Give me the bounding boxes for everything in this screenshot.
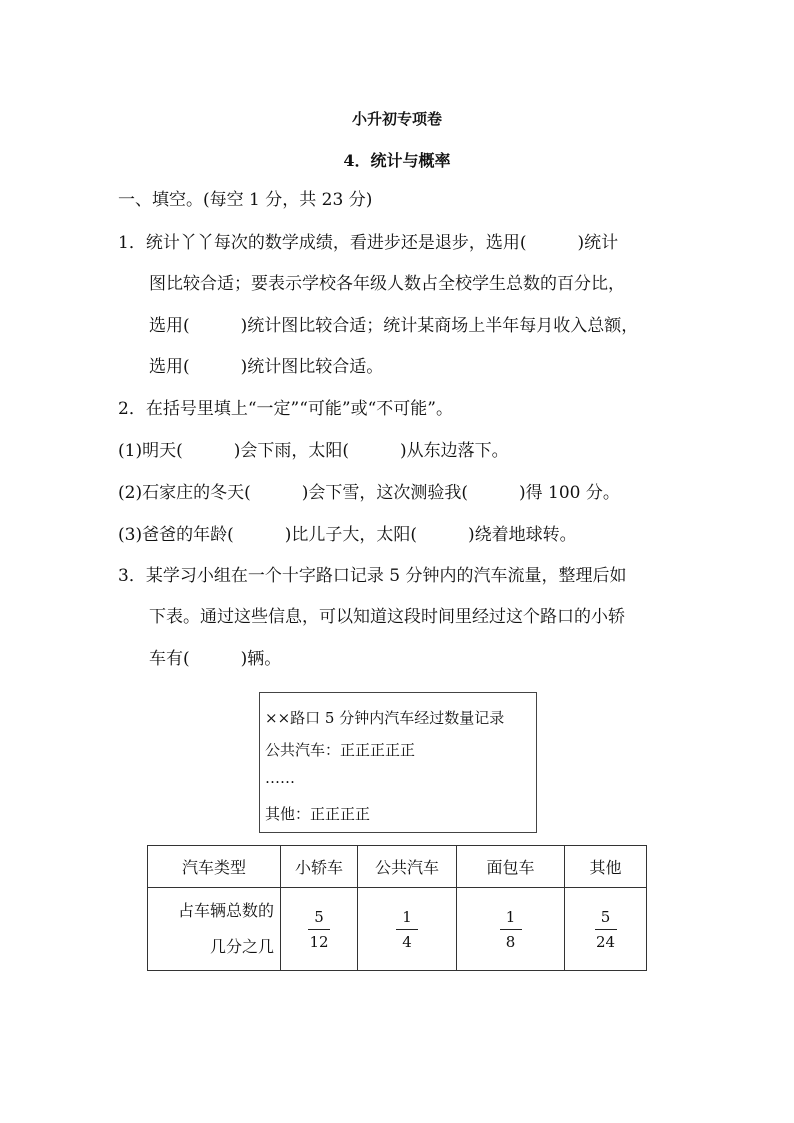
section-heading: 一、填空。(每空 1 分，共 23 分): [118, 190, 373, 210]
tally-ellipsis: ……: [265, 769, 295, 787]
fraction-bar: [396, 929, 418, 930]
tally-bus-line: 公共汽车：正正正正正: [265, 741, 416, 759]
q1-line-1: 1．统计丫丫每次的数学成绩，看进步还是退步，选用( )统计: [118, 233, 619, 253]
numerator: 1: [402, 907, 412, 926]
q3-line-3: 车有( )辆。: [149, 649, 282, 669]
q1-line-2: 图比较合适；要表示学校各年级人数占全校学生总数的百分比，: [149, 274, 625, 294]
tally-other-line: 其他：正正正正: [265, 805, 371, 823]
denominator: 24: [595, 932, 616, 951]
q1-line-4: 选用( )统计图比较合适。: [149, 357, 384, 377]
table-cell: [358, 888, 457, 971]
table-row-label: [148, 888, 281, 971]
table-cell: [565, 888, 647, 971]
table-col-header: 公共汽车: [358, 846, 457, 888]
numerator: 5: [600, 907, 611, 926]
q1-line-3: 选用( )统计图比较合适；统计某商场上半年每月收入总额，: [149, 316, 639, 336]
denominator: 4: [402, 932, 412, 951]
numerator: 1: [505, 907, 516, 926]
table-col-header: 面包车: [457, 846, 565, 888]
table-col-header: 小轿车: [281, 846, 358, 888]
row-label-line-2: 几分之几: [209, 937, 274, 956]
table-cell: [457, 888, 565, 971]
fraction-bar: [308, 929, 330, 930]
fraction-bar: [500, 929, 522, 930]
q3-line-1: 3．某学习小组在一个十字路口记录 5 分钟内的汽车流量，整理后如: [118, 566, 627, 586]
tally-box-title: ××路口 5 分钟内汽车经过数量记录: [265, 709, 505, 727]
table-header-label: 汽车类型: [148, 846, 281, 888]
table-header-row: [148, 846, 647, 888]
fraction: [396, 907, 418, 952]
numerator: 5: [314, 907, 324, 926]
fraction: [595, 907, 617, 952]
vehicle-fraction-table: [147, 845, 647, 971]
q2-line-1: 2．在括号里填上“一定”“可能”或“不可能”。: [118, 399, 453, 419]
tally-record-box: [259, 692, 537, 833]
row-label-line-1: 占车辆总数的: [177, 901, 274, 920]
q2-sub-1: (1)明天( )会下雨，太阳( )从东边落下。: [118, 441, 509, 461]
denominator: 12: [309, 932, 329, 951]
q2-sub-2: (2)石家庄的冬天( )会下雪，这次测验我( )得 100 分。: [118, 483, 620, 503]
fraction: [308, 907, 330, 952]
page-title: 小升初专项卷: [351, 110, 442, 128]
table-col-header: 其他: [565, 846, 647, 888]
q2-sub-3: (3)爸爸的年龄( )比儿子大，太阳( )绕着地球转。: [118, 525, 577, 545]
chapter-title: 4．统计与概率: [343, 151, 451, 170]
denominator: 8: [505, 932, 516, 951]
q3-line-2: 下表。通过这些信息，可以知道这段时间里经过这个路口的小轿: [149, 607, 625, 627]
fraction-bar: [595, 929, 617, 930]
table-row: [148, 888, 647, 971]
fraction: [500, 907, 522, 952]
table-cell: [281, 888, 358, 971]
